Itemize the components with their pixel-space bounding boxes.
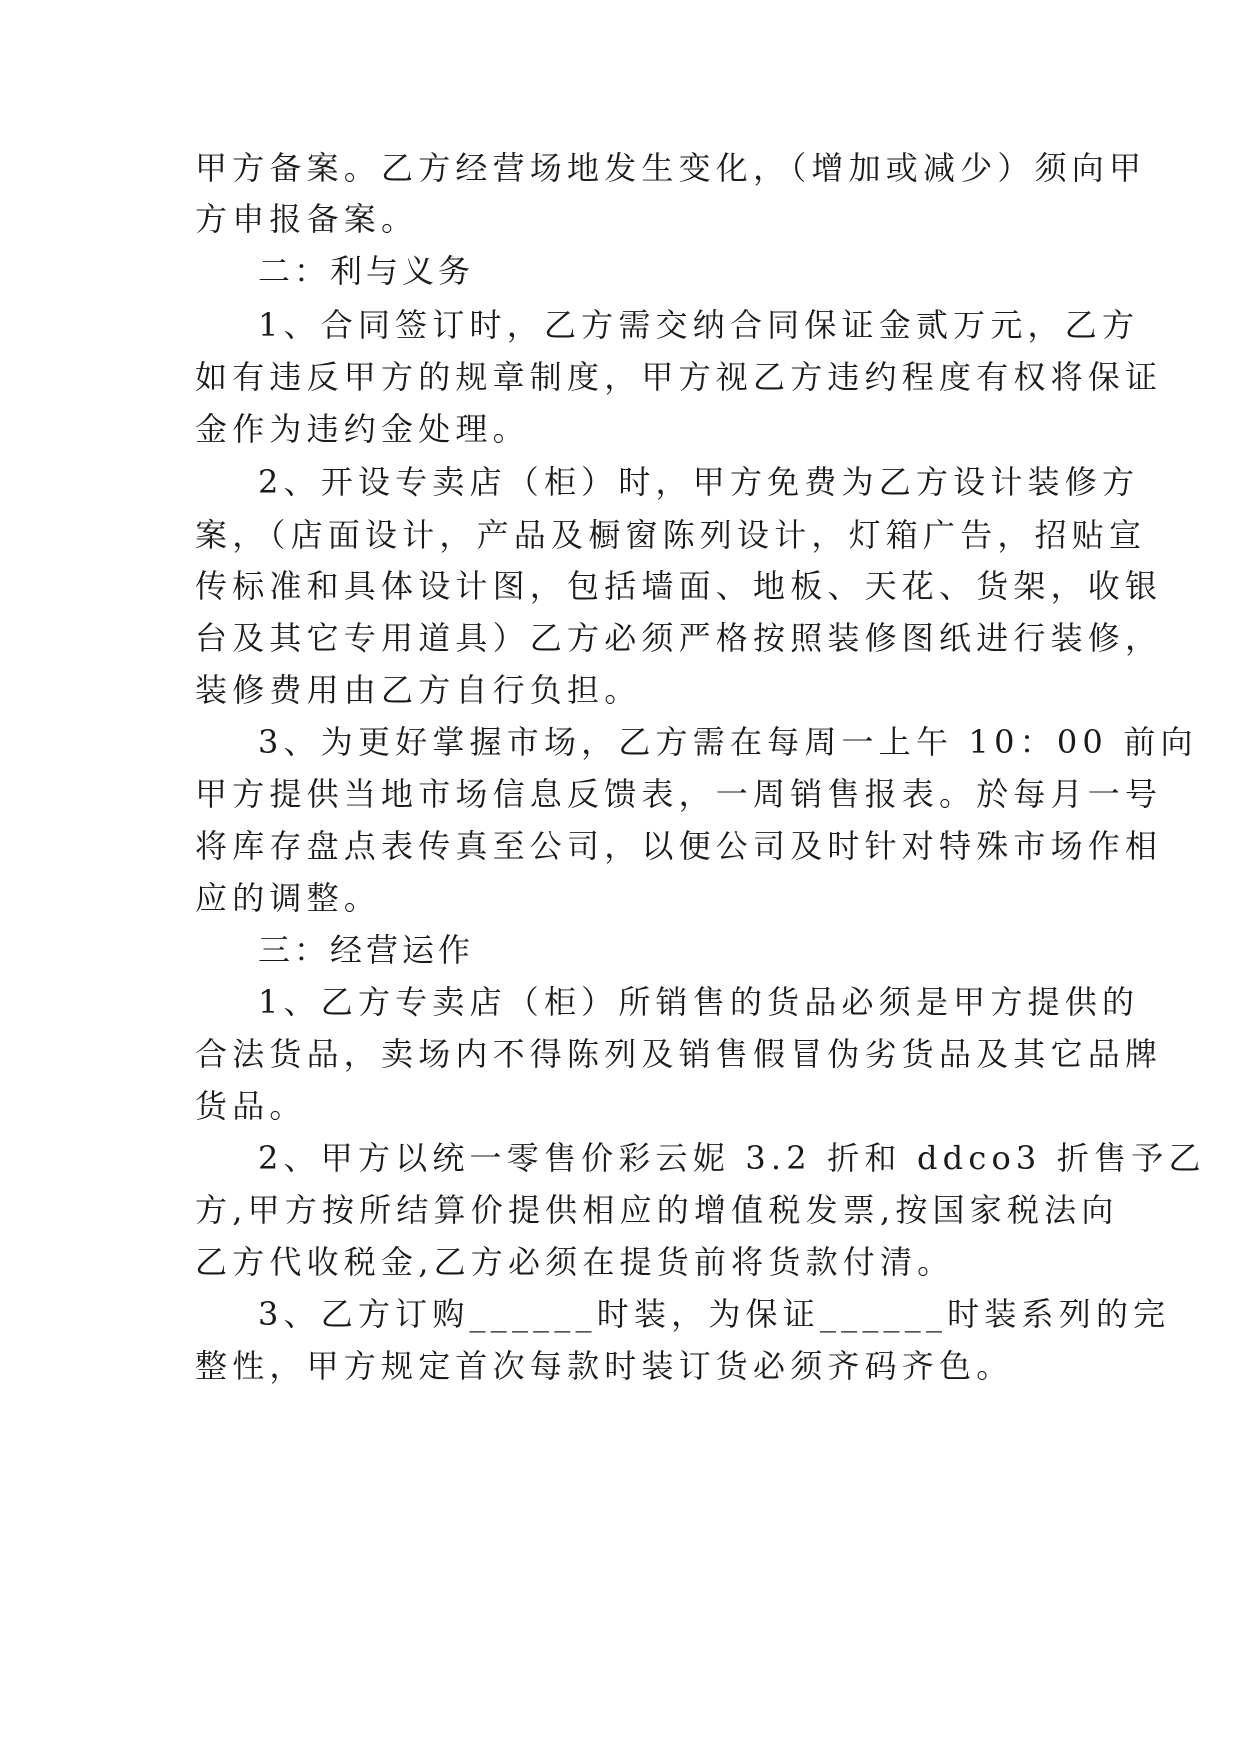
- text-line-13: 甲方提供当地市场信息反馈表，一周销售报表。於每月一号: [195, 775, 1163, 813]
- text-line-6: 金作为违约金处理。: [195, 410, 530, 448]
- text-line-7: 2、开设专卖店（柜）时，甲方免费为乙方设计装修方: [258, 463, 1140, 501]
- text-line-8: 案，（店面设计，产品及橱窗陈列设计，灯箱广告，招贴宣: [195, 516, 1147, 554]
- section-heading-operations: 三：经营运作: [258, 931, 475, 969]
- text-line-12: 3、为更好掌握市场，乙方需在每周一上午 10：00 前向: [258, 723, 1198, 761]
- text-line-9: 传标准和具体设计图，包括墙面、地板、天花、货架，收银: [195, 567, 1163, 605]
- text-line-17: 1、乙方专卖店（柜）所销售的货品必须是甲方提供的: [258, 983, 1140, 1021]
- text-line-5: 如有违反甲方的规章制度，甲方视乙方违约程度有权将保证: [195, 358, 1163, 396]
- text-line-21: 方,甲方按所结算价提供相应的增值税发票,按国家税法向: [195, 1191, 1119, 1229]
- text-line-2: 方申报备案。: [195, 200, 419, 238]
- text-line-18: 合法货品，卖场内不得陈列及销售假冒伪劣货品及其它品牌: [195, 1035, 1163, 1073]
- text-line-14: 将库存盘点表传真至公司，以便公司及时针对特殊市场作相: [195, 827, 1163, 865]
- text-line-20: 2、甲方以统一零售价彩云妮 3.2 折和 ddco3 折售予乙: [258, 1139, 1206, 1177]
- text-line-23: 3、乙方订购______时装，为保证______时装系列的完: [258, 1295, 1171, 1333]
- text-line-15: 应的调整。: [195, 879, 382, 917]
- text-line-24: 整性，甲方规定首次每款时装订货必须齐码齐色。: [195, 1347, 1014, 1385]
- text-line-10: 台及其它专用道具）乙方必须严格按照装修图纸进行装修，: [195, 619, 1163, 657]
- text-line-22: 乙方代收税金,乙方必须在提货前将货款付清。: [195, 1243, 955, 1281]
- text-line-19: 货品。: [195, 1087, 307, 1125]
- text-line-11: 装修费用由乙方自行负担。: [195, 671, 642, 709]
- text-line-4: 1、合同签订时，乙方需交纳合同保证金贰万元，乙方: [258, 306, 1140, 344]
- section-heading-rights-obligations: 二：利与义务: [258, 252, 475, 290]
- text-line-1: 甲方备案。乙方经营场地发生变化，（增加或减少）须向甲: [195, 149, 1147, 187]
